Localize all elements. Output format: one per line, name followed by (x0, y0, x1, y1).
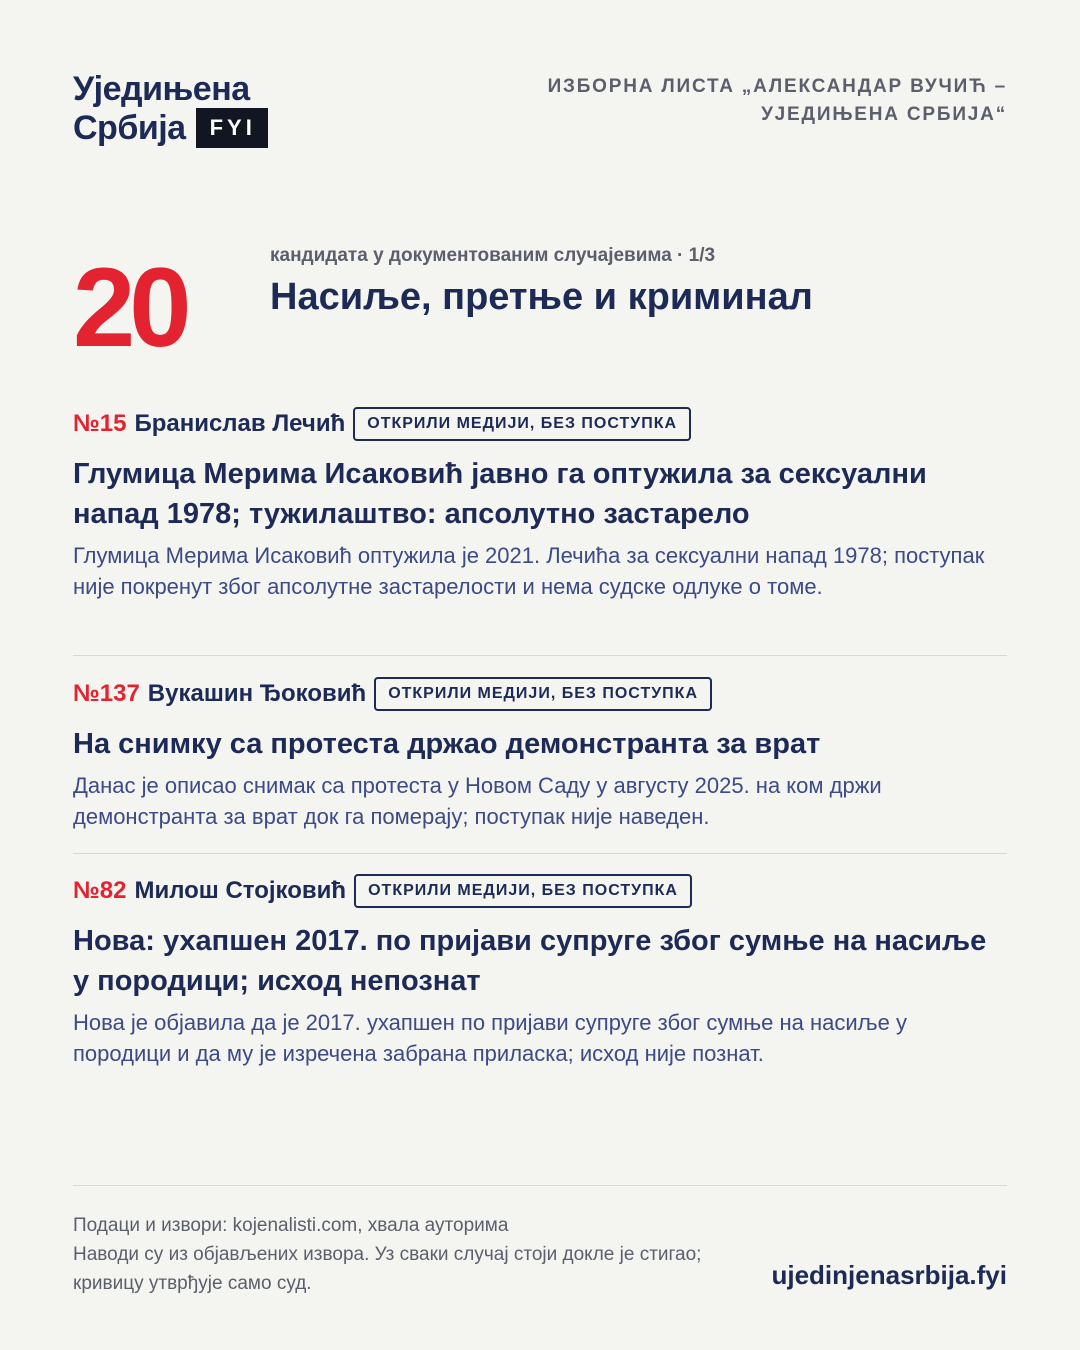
hero-title: Насиље, претње и криминал (270, 276, 813, 318)
sources-text: Подаци и извори: kojenalisti.com, хвала ауторима (73, 1215, 509, 1236)
candidate-count: 20 (73, 245, 186, 370)
footer-divider (73, 1185, 1007, 1186)
website-link[interactable]: ujedinjenasrbija.fyi (771, 1260, 1007, 1290)
entry (73, 873, 1007, 1069)
entry-body: Глумица Мерима Исаковић оптужила је 2021. Лечића за сексуални напад 1978; поступак није покренут због апсолутне застарелости и нема судске одлуке о томе. (73, 543, 985, 599)
electoral-list-name: ИЗБОРНА ЛИСТА „АЛЕКСАНДАР ВУЧИЋ – УЈЕДИЊЕНА СРБИЈА“ (547, 76, 1007, 125)
logo-line-1: Уједињена (73, 70, 250, 108)
logo-text: Србија (73, 109, 186, 147)
entry-header (73, 873, 1007, 909)
entry-title: Нова: ухапшен 2017. по пријави супруге због сумње на насиље у породици; исход непознат (73, 925, 987, 997)
entry-body: Нова је објавила да је 2017. ухапшен по пријави супруге због сумње на насиље у породици и да му је изречена забрана приласка; исход није познат. (73, 1010, 907, 1066)
candidate-name: Бранислав Лечић (134, 410, 346, 437)
entry-title: Глумица Мерима Исаковић јавно га оптужила за сексуални напад 1978; тужилаштво: апсолутно застарело (73, 458, 927, 530)
logo-line-2 (73, 108, 268, 148)
hero-subtitle: кандидата у документованим случајевима · 1/3 (270, 245, 716, 266)
entry-body: Данас је описао снимак са протеста у Новом Саду у августу 2025. на ком држи демонстранта за врат док га померају; поступак није наведен. (73, 773, 882, 829)
status-badge: ОТКРИЛИ МЕДИЈИ, БЕЗ ПОСТУПКА (353, 407, 691, 441)
candidate-name: Милош Стојковић (134, 877, 347, 904)
logo (73, 70, 268, 148)
entry-header (73, 676, 1007, 712)
logo-fyi-badge: FYI (196, 108, 268, 148)
entry-number: №15 (73, 410, 127, 437)
page (73, 0, 1007, 1350)
divider (73, 853, 1007, 854)
disclaimer-text: Наводи су из објављених извора. Уз сваки случај стоји докле је стигао; кривицу утврђује само суд. (73, 1244, 702, 1294)
candidate-name: Вукашин Ђоковић (147, 680, 367, 707)
divider (73, 655, 1007, 656)
status-badge: ОТКРИЛИ МЕДИЈИ, БЕЗ ПОСТУПКА (374, 677, 712, 711)
entry-number: №82 (73, 877, 127, 904)
entry-number: №137 (73, 680, 140, 707)
entry (73, 406, 1007, 602)
entry (73, 676, 1007, 832)
status-badge: ОТКРИЛИ МЕДИЈИ, БЕЗ ПОСТУПКА (354, 874, 692, 908)
hero (73, 240, 1007, 380)
entry-header (73, 406, 1007, 442)
footer-notes (73, 1211, 713, 1298)
entry-title: На снимку са протеста држао демонстранта за врат (73, 728, 821, 760)
